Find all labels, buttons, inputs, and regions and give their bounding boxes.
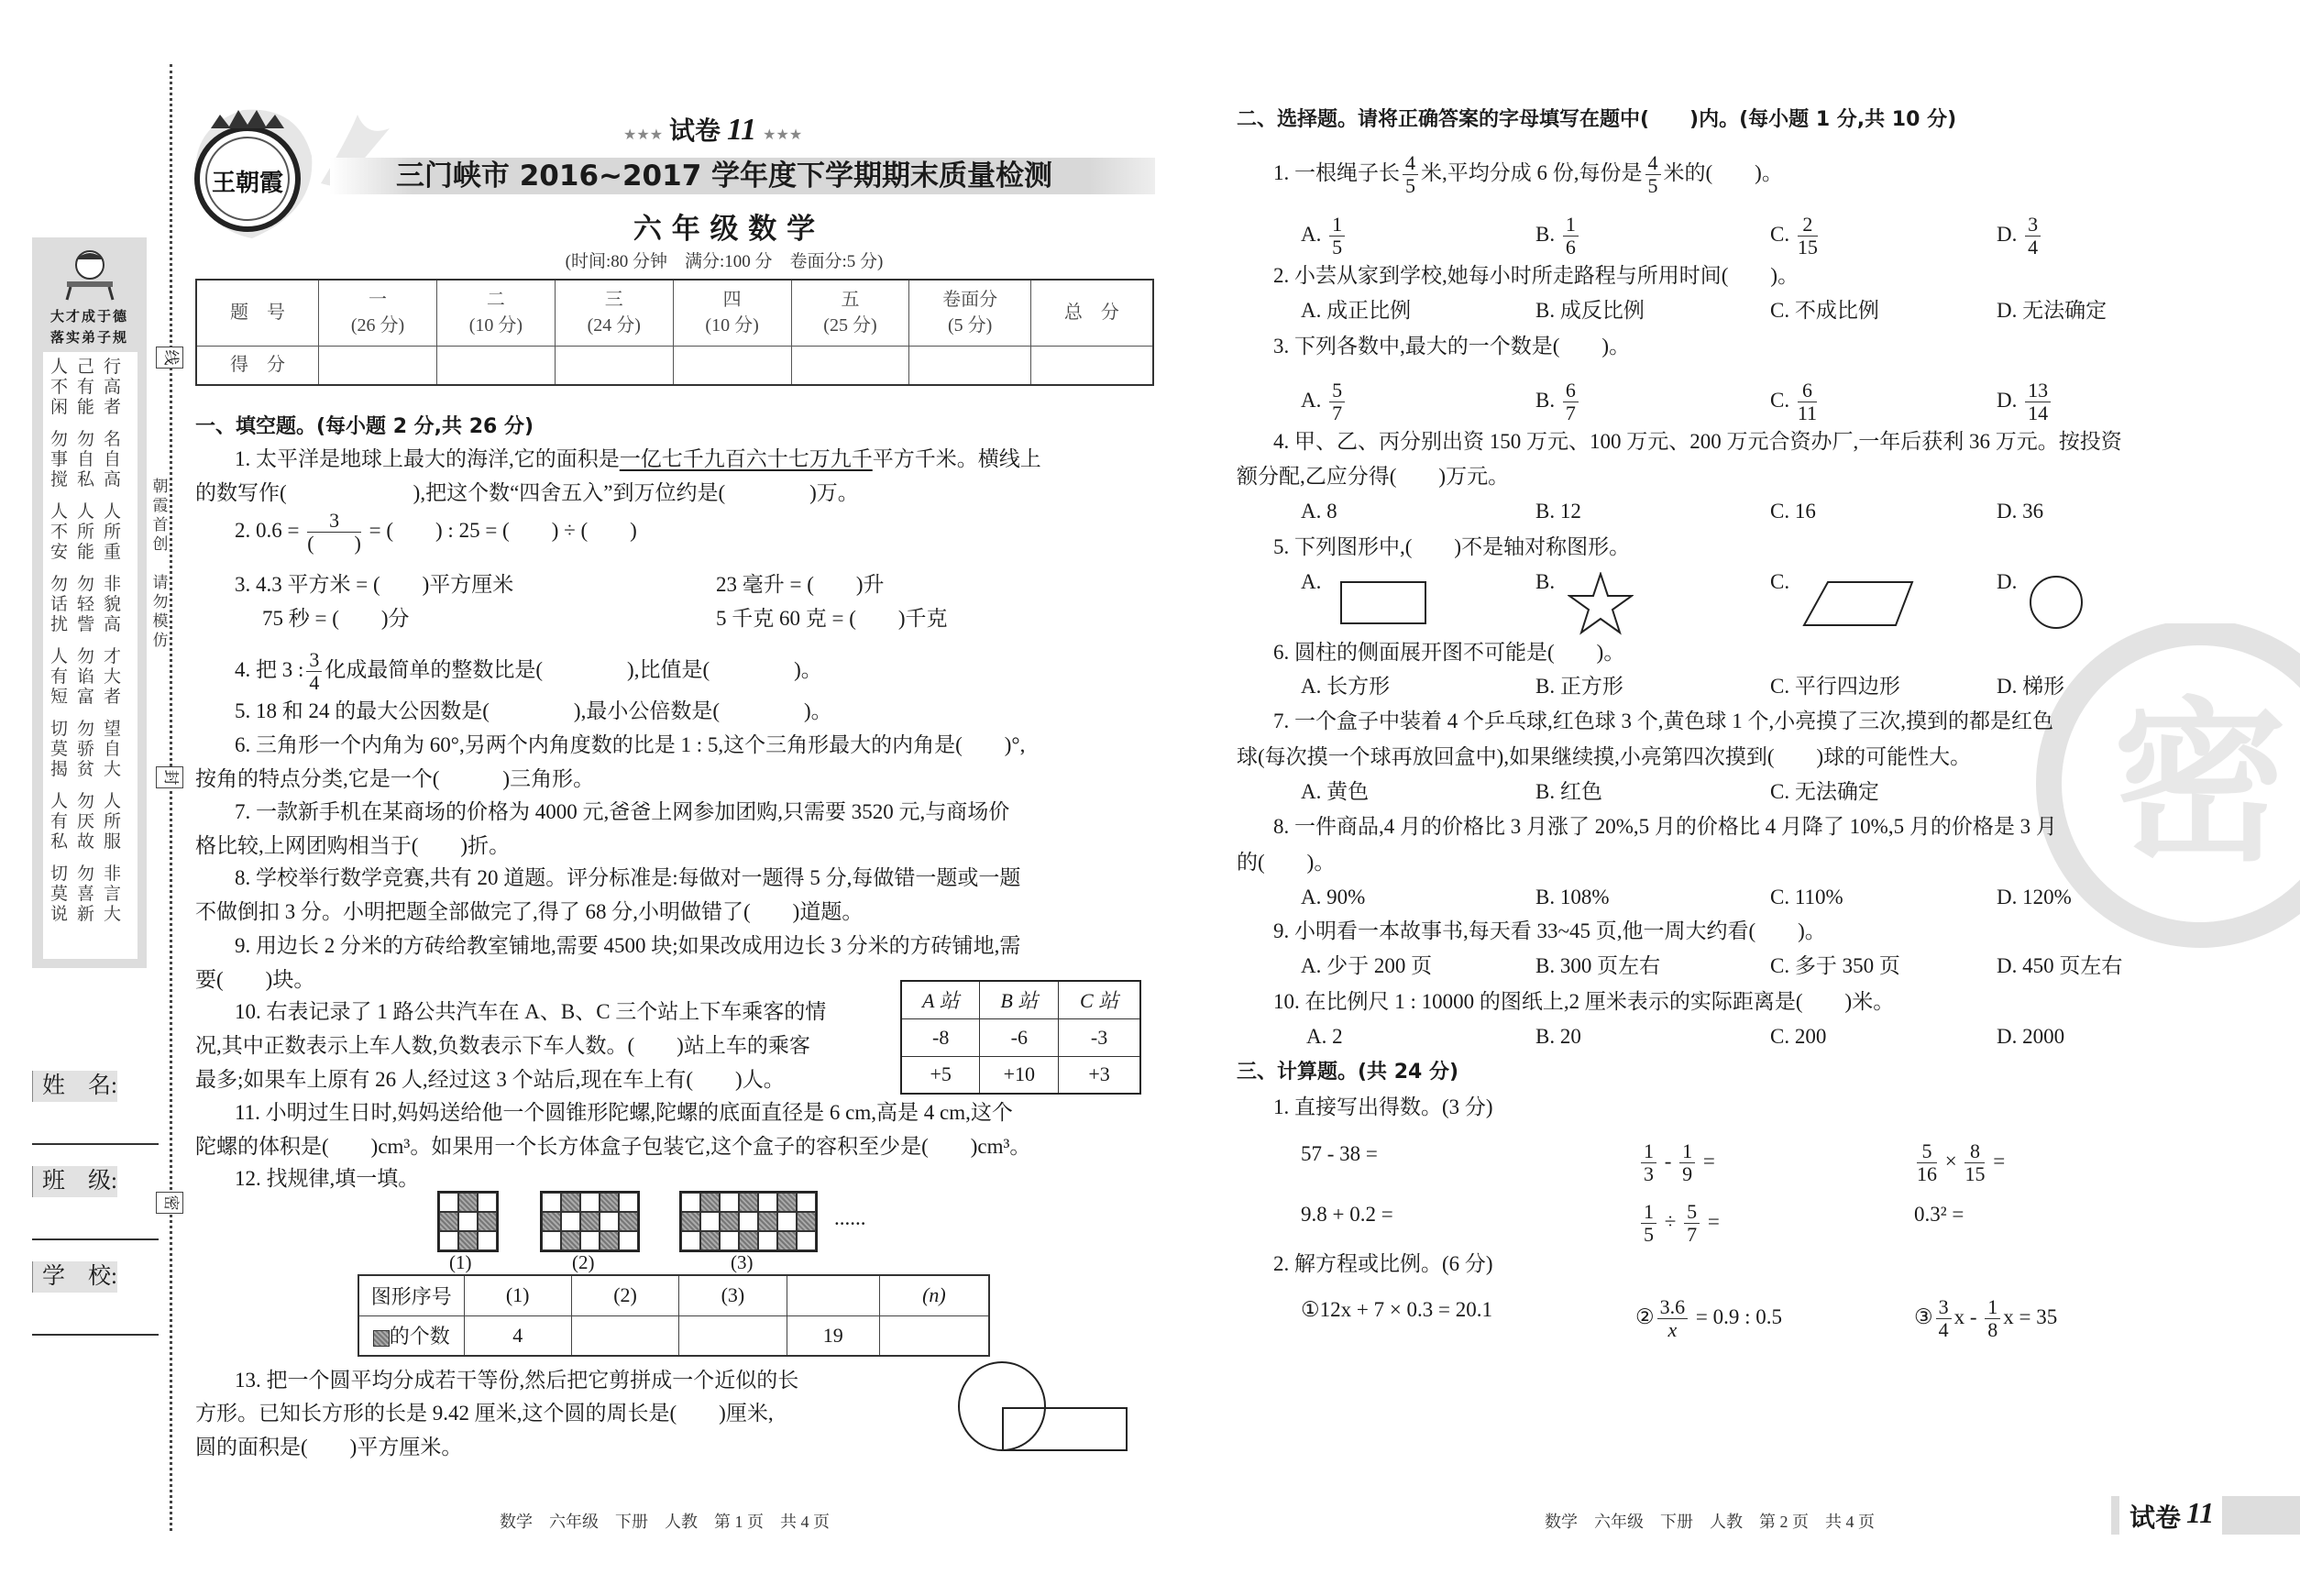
sidebar-panel	[32, 237, 147, 968]
shaded-cell	[739, 1231, 758, 1250]
table-cell: (n)	[879, 1275, 989, 1315]
verse-group	[47, 430, 134, 490]
blank-cell	[619, 1231, 638, 1250]
shaded-cell	[700, 1231, 720, 1250]
s1-q13-line2: 方形。已知长方形的长是 9.42 厘米,这个圆的周长是( )厘米,	[195, 1402, 774, 1425]
calc-6: 0.3² =	[1914, 1203, 1964, 1226]
blank-cell	[700, 1212, 720, 1231]
verse-row: 私故服	[50, 832, 130, 852]
pattern-figure-1	[437, 1191, 499, 1252]
student-illustration-icon	[60, 245, 120, 302]
rectangle-shape-icon	[1338, 578, 1430, 627]
table-cell: (1)	[464, 1275, 571, 1315]
binding-mark-seal: 封	[156, 766, 183, 788]
blank-cell	[720, 1231, 739, 1250]
blank-cell	[758, 1231, 777, 1250]
s2-q8-option-a[interactable]: A. 90%	[1301, 886, 1366, 908]
s2-q10: 10. 在比例尺 1 : 10000 的图纸上,2 厘米表示的实际距离是( )米。	[1273, 990, 1895, 1013]
score-col-2: 二 (10 分)	[436, 280, 555, 346]
subject-title: 六 年 级 数 学	[633, 213, 816, 246]
table-cell: (2)	[571, 1275, 678, 1315]
verse-row: 闲能者	[50, 398, 130, 417]
binding-dotted-line	[170, 64, 172, 1531]
s1-q4: 4. 把 3 : $\frac{3}{4}$ 化成最简单的整数比是( ),比值是( )。	[235, 648, 822, 694]
verse-row: 说新大	[50, 905, 130, 924]
score-cell[interactable]	[1030, 346, 1153, 385]
shaded-cell	[600, 1231, 619, 1250]
s2-q5-option-b[interactable]: B.	[1535, 570, 1556, 593]
s1-q8-line1: 8. 学校举行数学竞赛,共有 20 道题。评分标准是:每做对一题得 5 分,每做错一题或一题	[235, 866, 1021, 889]
score-col-4: 四 (10 分)	[673, 280, 791, 346]
verse-row: 人勿才	[50, 647, 130, 666]
verse-row: 有厌所	[50, 812, 130, 831]
verse-row: 不所所	[50, 523, 130, 542]
s2-q3: 3. 下列各数中,最大的一个数是( )。	[1273, 335, 1631, 358]
s2-q6-option-b[interactable]: B. 正方形	[1535, 675, 1623, 698]
verse-row: 切勿望	[50, 720, 130, 739]
verse-row: 话轻貌	[50, 595, 130, 614]
table-header: C 站	[1059, 981, 1140, 1018]
table-cell[interactable]	[787, 1275, 879, 1315]
s2-q5: 5. 下列图形中,( )不是轴对称图形。	[1273, 535, 1631, 558]
binding-mark-secret: 密	[156, 1192, 183, 1214]
s1-q8-line2: 不做倒扣 3 分。小明把题全部做完了,得了 68 分,小明做错了( )道题。	[195, 900, 864, 923]
star-shape-icon	[1568, 572, 1634, 636]
fraction: $\frac{3}{4}$	[306, 649, 322, 694]
s2-q10-option-a[interactable]: A. 2	[1306, 1025, 1343, 1048]
s2-q2-option-b[interactable]: B. 成反比例	[1535, 299, 1645, 322]
s2-q9-option-b[interactable]: B. 300 页左右	[1535, 954, 1661, 977]
exam-info: (时间:80 分钟 满分:100 分 卷面分:5 分)	[565, 252, 884, 271]
s2-q8-option-c[interactable]: C. 110%	[1770, 886, 1843, 908]
calc-4: 9.8 + 0.2 =	[1301, 1203, 1393, 1226]
shaded-cell	[542, 1212, 561, 1231]
s2-q7-line2: 球(每次摸一个球再放回盒中),如果继续摸,小亮第四次摸到( )球的可能性大。	[1237, 745, 1972, 768]
s2-q7-option-b[interactable]: B. 红色	[1535, 780, 1602, 803]
table-cell: 19	[787, 1315, 879, 1356]
verse-row: 人人人	[50, 502, 130, 522]
school-label: 学 校:	[32, 1261, 117, 1293]
shaded-cell	[458, 1193, 478, 1212]
motto-line-2: 落实弟子规	[50, 329, 128, 346]
score-col-total: 总 分	[1030, 280, 1153, 346]
table-cell: +10	[980, 1056, 1059, 1094]
shaded-cell	[777, 1193, 797, 1212]
score-table	[195, 279, 1154, 386]
s1-q10-line3: 最多;如果车上原有 26 人,经过这 3 个站后,现在车上有( )人。	[195, 1068, 785, 1091]
exam-title: 三门峡市 2016~2017 学年度下学期期末质量检测	[395, 160, 1053, 193]
blank-cell	[542, 1231, 561, 1250]
s1-q6-line1: 6. 三角形一个内角为 60°,另两个内角度数的比是 1 : 5,这个三角形最大的内角是( )°,	[235, 733, 1026, 756]
shaded-cell	[720, 1212, 739, 1231]
verse-row: 扰訾高	[50, 615, 130, 634]
shaded-cell	[600, 1193, 619, 1212]
blank-cell	[458, 1212, 478, 1231]
score-cell[interactable]	[673, 346, 791, 385]
blank-cell	[681, 1231, 700, 1250]
shaded-cell	[580, 1212, 600, 1231]
exam-series-label	[623, 114, 802, 152]
shaded-cell	[561, 1231, 580, 1250]
verse-row: 人己行	[50, 358, 130, 377]
s1-q9-line1: 9. 用边长 2 分米的方砖给教室铺地,需要 4500 块;如果改成用边长 3 分米的方砖铺地,需	[235, 934, 1021, 957]
verse-row: 莫喜言	[50, 885, 130, 904]
s1-q10-line2: 况,其中正数表示上车人数,负数表示下车人数。( )站上车的乘客	[195, 1034, 810, 1057]
s1-q11-line1: 11. 小明过生日时,妈妈送给他一个圆锥形陀螺,陀螺的底面直径是 6 cm,高是 4 cm,这个	[235, 1101, 1013, 1124]
equation-3: ③ $\frac{3}{4}$ x - $\frac{1}{8}$ x = 35	[1914, 1295, 2058, 1341]
s1-q2: 2. 0.6 = 3 ( ) = ( ) : 25 = ( ) ÷ ( )	[235, 509, 637, 555]
verse-row: 短富者	[50, 688, 130, 707]
table-header: A 站	[901, 981, 980, 1018]
section-2-heading: 二、选择题。请将正确答案的字母填写在题中( )内。(每小题 1 分,共 10 分)	[1237, 108, 1957, 131]
s2-q6-option-a[interactable]: A. 长方形	[1301, 675, 1391, 698]
fig-label-1: (1)	[449, 1251, 472, 1273]
table-cell: -8	[901, 1018, 980, 1056]
s2-q9-option-a[interactable]: A. 少于 200 页	[1301, 954, 1433, 977]
shaded-cell	[478, 1212, 497, 1231]
s2-q10-option-d[interactable]: D. 2000	[1997, 1025, 2065, 1048]
parallelogram-shape-icon	[1802, 579, 1916, 629]
verse-group	[47, 647, 134, 708]
series-word: 试卷	[669, 117, 721, 146]
s2-q6: 6. 圆柱的侧面展开图不可能是( )。	[1273, 641, 1625, 664]
table-cell: -3	[1059, 1018, 1140, 1056]
stars-right-icon: ★★★	[763, 127, 803, 143]
s1-q3-d: 5 千克 60 克 = ( )千克	[716, 607, 948, 630]
verse-row: 事自自	[50, 450, 130, 469]
s1-q3-a: 3. 4.3 平方米 = ( )平方厘米	[235, 573, 514, 596]
circle-rectangle-diagram	[953, 1361, 1137, 1458]
s1-q1-line1: 1. 太平洋是地球上最大的海洋,它的面积是一亿七千九百六十七万九千平方千米。横线上	[235, 447, 1041, 470]
score-col-3: 三 (24 分)	[555, 280, 673, 346]
s3-p2-title: 2. 解方程或比例。(6 分)	[1273, 1252, 1493, 1275]
name-input-line[interactable]	[32, 1143, 159, 1145]
table-cell: 的个数	[358, 1315, 464, 1356]
equation-2: ② $\frac{3.6}{x}$ = 0.9 : 0.5	[1635, 1295, 1782, 1341]
score-row-label: 得 分	[196, 346, 319, 385]
school-input-line[interactable]	[32, 1334, 159, 1336]
motto-line-1: 大才成于德	[50, 308, 128, 325]
score-col-5: 五 (25 分)	[791, 280, 909, 346]
score-cell[interactable]	[791, 346, 909, 385]
s2-q9: 9. 小明看一本故事书,每天看 33~45 页,他一周大约看( )。	[1273, 919, 1826, 942]
shaded-cell	[777, 1231, 797, 1250]
equation-1: ①12x + 7 × 0.3 = 20.1	[1301, 1298, 1493, 1321]
blank-cell	[580, 1231, 600, 1250]
s2-q9-option-d[interactable]: D. 450 页左右	[1997, 954, 2123, 977]
s2-q3-option-b[interactable]: B. $\frac{6}{7}$	[1535, 380, 1581, 424]
copyright-note-1: 朝霞首创	[152, 478, 169, 553]
pattern-figure-2	[540, 1191, 640, 1252]
s2-q8-option-b[interactable]: B. 108%	[1535, 886, 1610, 908]
s2-q7-option-a[interactable]: A. 黄色	[1301, 780, 1370, 803]
s2-q1: 1. 一根绳子长 $\frac{4}{5}$ 米,平均分成 6 份,每份是 $\frac{4}{5}$ 米的( )。	[1273, 151, 1783, 197]
blank-cell	[797, 1231, 816, 1250]
verse-row: 莫骄自	[50, 740, 130, 759]
s2-q3-option-c[interactable]: C. $\frac{6}{11}$	[1770, 379, 1818, 424]
verse-group	[47, 720, 134, 780]
table-cell[interactable]	[571, 1315, 678, 1356]
table-cell: (3)	[679, 1275, 787, 1315]
s2-q3-option-a[interactable]: A. $\frac{5}{7}$	[1301, 380, 1348, 424]
page-footer-2: 数学 六年级 下册 人教 第 2 页 共 4 页	[1545, 1513, 1875, 1531]
s2-q4-option-b[interactable]: B. 12	[1535, 500, 1581, 523]
s2-q5-option-d[interactable]: D.	[1997, 570, 2018, 593]
shaded-cell	[758, 1212, 777, 1231]
blank-cell	[542, 1193, 561, 1212]
s2-q10-option-b[interactable]: B. 20	[1535, 1025, 1581, 1048]
shaded-cell	[561, 1193, 580, 1212]
s2-q4-line2: 额分配,乙应分得( )万元。	[1237, 465, 1510, 488]
verse-row: 安能重	[50, 543, 130, 562]
blank-cell	[720, 1193, 739, 1212]
svg-text:王朝霞: 王朝霞	[211, 170, 284, 197]
circle-shape-icon	[2028, 574, 2085, 631]
s1-q5: 5. 18 和 24 的最大公因数是( ),最小公倍数是( )。	[235, 699, 832, 722]
publisher-logo	[188, 101, 316, 248]
verse-group	[47, 358, 134, 418]
calc-3: $\frac{5}{16}$ × $\frac{8}{15}$ =	[1917, 1139, 2006, 1185]
s2-q4-option-c[interactable]: C. 16	[1770, 500, 1816, 523]
s2-q7-line1: 7. 一个盒子中装着 4 个乒乓球,红色球 3 个,黄色球 1 个,小亮摸了三次,摸到的都是红色	[1273, 710, 2053, 732]
table-cell: 图形序号	[358, 1275, 464, 1315]
s1-q12: 12. 找规律,填一填。	[235, 1167, 420, 1190]
s2-q1-option-b[interactable]: B. $\frac{1}{6}$	[1535, 214, 1581, 259]
ellipsis: ......	[834, 1206, 866, 1229]
s2-q6-option-d[interactable]: D. 梯形	[1997, 675, 2065, 698]
s2-q5-option-c[interactable]: C.	[1770, 570, 1790, 593]
shaded-cell	[700, 1193, 720, 1212]
fig-label-3: (3)	[731, 1251, 754, 1273]
shaded-cell	[458, 1231, 478, 1250]
s1-q13-line3: 圆的面积是( )平方厘米。	[195, 1436, 463, 1458]
verse-group	[47, 502, 134, 563]
s2-q1-option-a[interactable]: A. $\frac{1}{5}$	[1301, 214, 1348, 259]
blank-cell	[478, 1193, 497, 1212]
table-cell: -6	[980, 1018, 1059, 1056]
s2-q10-option-c[interactable]: C. 200	[1770, 1025, 1827, 1048]
s1-q1-line2: 的数写作( ),把这个数“四舍五入”到万位约是( )万。	[195, 481, 859, 504]
s3-p1-title: 1. 直接写出得数。(3 分)	[1273, 1095, 1493, 1118]
s2-q6-option-c[interactable]: C. 平行四边形	[1770, 675, 1900, 698]
verse-row: 勿勿名	[50, 430, 130, 449]
section-3-heading: 三、计算题。(共 24 分)	[1237, 1061, 1459, 1084]
s2-q2-option-d[interactable]: D. 无法确定	[1997, 299, 2107, 322]
underlined-number: 一亿七千九百六十七万九千	[619, 447, 873, 470]
s2-q5-option-a[interactable]: A.	[1301, 570, 1322, 593]
verse-row: 搅私高	[50, 470, 130, 490]
class-label: 班 级:	[32, 1166, 117, 1197]
table-header: B 站	[980, 981, 1059, 1018]
s2-q2-option-c[interactable]: C. 不成比例	[1770, 299, 1879, 322]
s2-q2: 2. 小芸从家到学校,她每小时所走路程与所用时间( )。	[1273, 264, 1799, 287]
score-cell[interactable]	[319, 346, 437, 385]
series-number: 11	[727, 113, 757, 147]
badge-number: 11	[2186, 1496, 2215, 1529]
blank-cell	[681, 1193, 700, 1212]
table-cell[interactable]	[879, 1315, 989, 1356]
verse-group	[47, 575, 134, 635]
blank-cell	[478, 1231, 497, 1250]
blank-cell	[580, 1193, 600, 1212]
score-cell[interactable]	[555, 346, 673, 385]
exam-badge	[2095, 1496, 2300, 1535]
table-cell: +5	[901, 1056, 980, 1094]
score-col-neatness: 卷面分 (5 分)	[909, 280, 1030, 346]
verse-row: 人勿人	[50, 792, 130, 811]
verse-row: 勿勿非	[50, 575, 130, 594]
binding-mark-line: 线	[156, 347, 183, 369]
score-cell[interactable]	[436, 346, 555, 385]
blank-cell	[439, 1193, 458, 1212]
blank-cell	[797, 1193, 816, 1212]
bus-station-table	[900, 980, 1141, 1095]
shaded-cell	[439, 1212, 458, 1231]
class-input-line[interactable]	[32, 1238, 159, 1240]
page-footer-1: 数学 六年级 下册 人教 第 1 页 共 4 页	[500, 1513, 830, 1531]
section-1-heading: 一、填空题。(每小题 2 分,共 26 分)	[195, 415, 534, 438]
blank-cell	[439, 1231, 458, 1250]
calc-5: $\frac{1}{5}$ ÷ $\frac{5}{7}$ =	[1638, 1201, 1720, 1246]
score-header-label: 题 号	[196, 280, 319, 346]
s1-q13-line1: 13. 把一个圆平均分成若干等份,然后把它剪拼成一个近似的长	[235, 1369, 799, 1392]
s1-q3-c: 75 秒 = ( )分	[262, 607, 410, 630]
table-cell[interactable]	[679, 1315, 787, 1356]
s2-q8-option-d[interactable]: D. 120%	[1997, 886, 2072, 908]
shaded-cell	[797, 1212, 816, 1231]
badge-label: 试卷	[2129, 1502, 2182, 1533]
dizigui-verses	[43, 352, 138, 959]
pattern-figure-3	[679, 1191, 818, 1252]
shaded-cell	[681, 1212, 700, 1231]
verse-row: 揭贫大	[50, 760, 130, 779]
verse-group	[47, 792, 134, 853]
blank-cell	[600, 1212, 619, 1231]
s2-q4-option-d[interactable]: D. 36	[1997, 500, 2044, 523]
verse-row: 切勿非	[50, 864, 130, 884]
s1-q7-line2: 格比较,上网团购相当于( )折。	[195, 834, 511, 857]
s1-q3-b: 23 毫升 = ( )升	[716, 573, 885, 596]
shaded-cell	[619, 1212, 638, 1231]
table-cell: +3	[1059, 1056, 1140, 1094]
s2-q7-option-c[interactable]: C. 无法确定	[1770, 780, 1879, 803]
s1-q9-line2: 要( )块。	[195, 968, 315, 991]
blank-cell	[758, 1193, 777, 1212]
s2-q1-option-c[interactable]: C. $\frac{2}{15}$	[1770, 213, 1818, 259]
score-cell[interactable]	[909, 346, 1030, 385]
s2-q2-option-a[interactable]: A. 成正比例	[1301, 299, 1412, 322]
copyright-note-2: 请勿模仿	[152, 574, 169, 649]
stars-left-icon: ★★★	[623, 127, 664, 143]
s1-q7-line1: 7. 一款新手机在某商场的价格为 4000 元,爸爸上网参加团购,只需要 3520 元,与商场价	[235, 800, 1010, 823]
shaded-cell	[739, 1193, 758, 1212]
blank-cell	[561, 1212, 580, 1231]
s2-q1-option-d[interactable]: D. $\frac{3}{4}$	[1997, 214, 2043, 259]
fig-label-2: (2)	[572, 1251, 595, 1273]
calc-2: $\frac{1}{3}$ - $\frac{1}{9}$ =	[1638, 1140, 1715, 1185]
s2-q4-line1: 4. 甲、乙、丙分别出资 150 万元、100 万元、200 万元合资办厂,一年后获利 36 万元。按投资	[1273, 430, 2122, 453]
s1-q10-line1: 10. 右表记录了 1 路公共汽车在 A、B、C 三个站上下车乘客的情	[235, 1000, 827, 1023]
blank-cell	[739, 1212, 758, 1231]
calc-1: 57 - 38 =	[1301, 1142, 1378, 1165]
s2-q3-option-d[interactable]: D. $\frac{13}{14}$	[1997, 380, 2053, 424]
table-cell: 4	[464, 1315, 571, 1356]
s1-q6-line2: 按角的特点分类,它是一个( )三角形。	[195, 767, 595, 790]
svg-text:密: 密	[2112, 689, 2288, 882]
name-label: 姓 名:	[32, 1071, 117, 1102]
verse-group	[47, 864, 134, 925]
verse-row: 不有高	[50, 378, 130, 397]
s2-q8-line1: 8. 一件商品,4 月的价格比 3 月涨了 20%,5 月的价格比 4 月降了 10%,5 月的价格是 3 月	[1273, 815, 2057, 838]
s2-q9-option-c[interactable]: C. 多于 350 页	[1770, 954, 1900, 977]
s2-q4-option-a[interactable]: A. 8	[1301, 500, 1337, 523]
fraction: 3 ( )	[307, 509, 361, 555]
blank-cell	[777, 1212, 797, 1231]
pattern-table	[358, 1274, 990, 1357]
s2-q8-line2: 的( )。	[1237, 851, 1336, 874]
verse-row: 有谄大	[50, 667, 130, 687]
s1-q11-line2: 陀螺的体积是( )cm³。如果用一个长方体盒子包装它,这个盒子的容积至少是( )cm³。	[195, 1135, 1031, 1158]
shaded-square-icon	[373, 1330, 390, 1347]
score-col-1: 一 (26 分)	[319, 280, 437, 346]
blank-cell	[619, 1193, 638, 1212]
